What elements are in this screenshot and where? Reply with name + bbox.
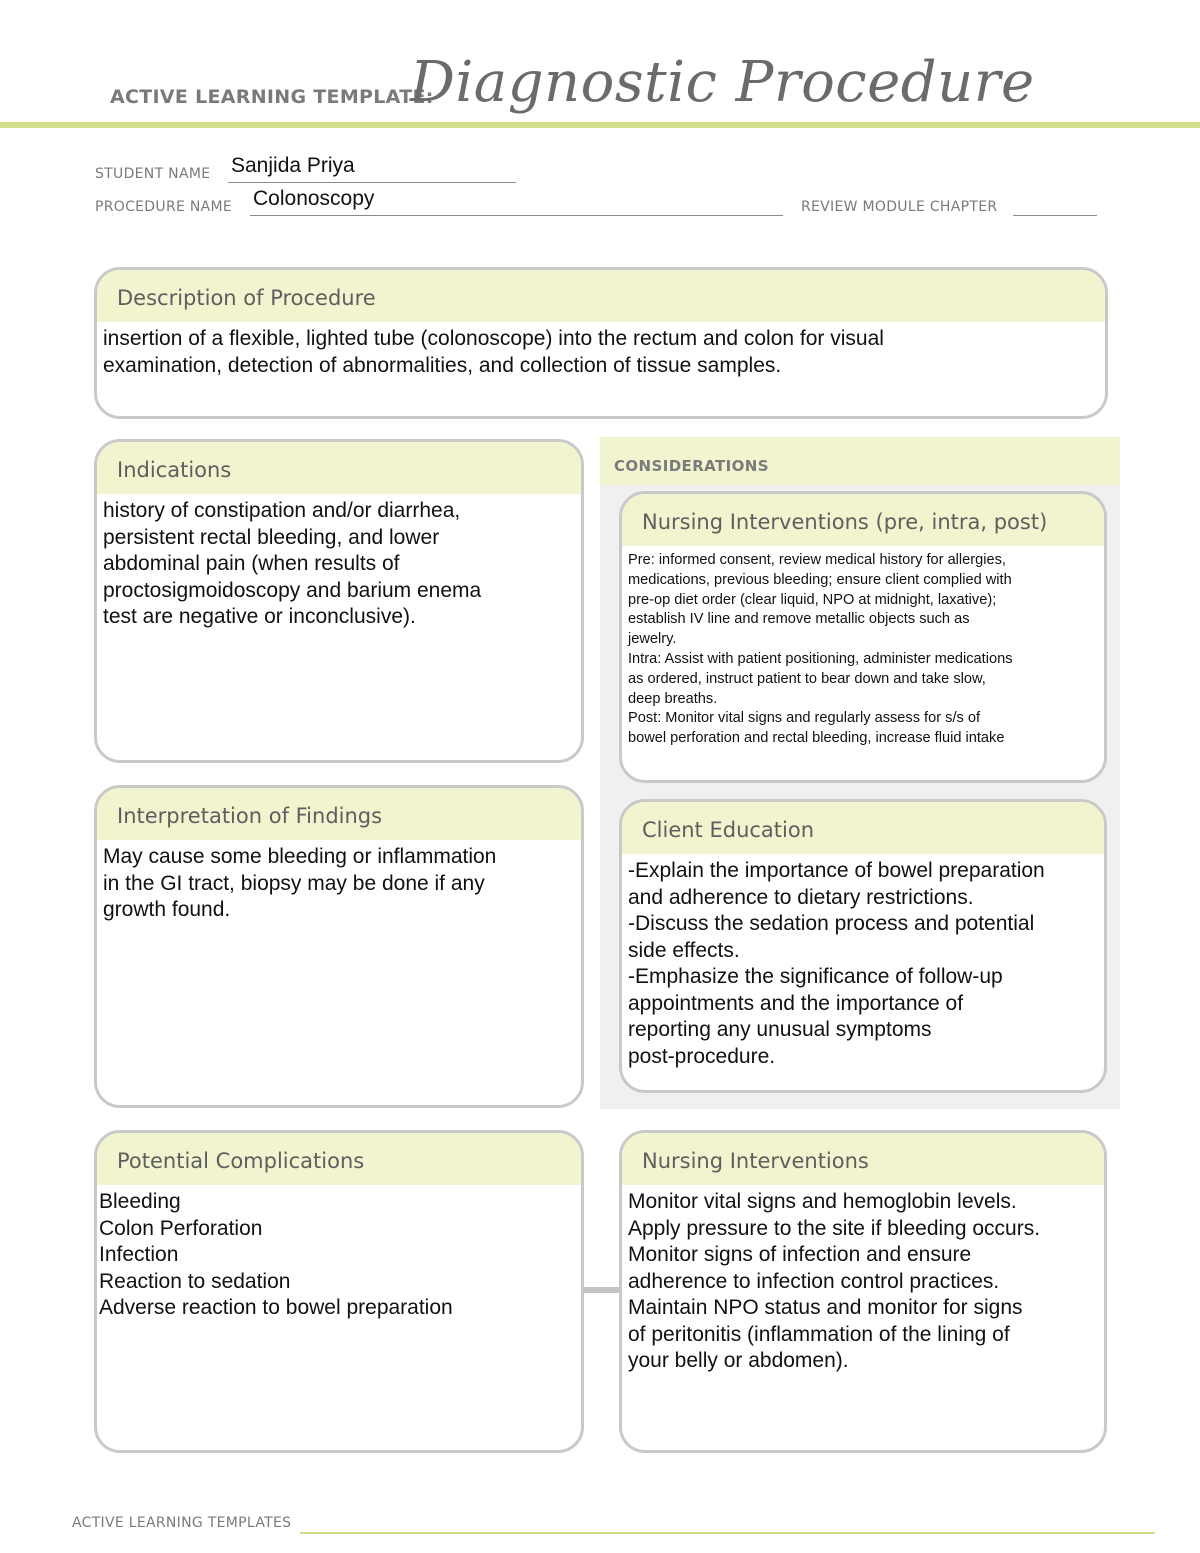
interpretation-heading: Interpretation of Findings <box>97 788 581 840</box>
interpretation-text[interactable]: May cause some bleeding or inflammation in the GI tract, biopsy may be done if any growth found. <box>103 845 497 921</box>
nursing-interventions-heading: Nursing Interventions <box>622 1133 1104 1185</box>
client-education-box <box>619 799 1107 1093</box>
nursing-interventions-box <box>619 1130 1107 1453</box>
procedure-name-label: PROCEDURE NAME <box>95 199 233 215</box>
review-module-label: REVIEW MODULE CHAPTER <box>801 199 998 215</box>
client-education-text[interactable]: -Explain the importance of bowel preparation and adherence to dietary restrictions. -Discuss the sedation process and potential side effects. -Emphasize the significance of follow-up appointments and the importance of reporting any unusual symptoms post-procedure. <box>628 859 1045 1068</box>
student-name-value: Sanjida Priya <box>231 154 355 177</box>
considerations-label: CONSIDERATIONS <box>614 457 769 475</box>
description-box <box>94 267 1108 419</box>
nursing-interventions-text[interactable]: Monitor vital signs and hemoglobin levels. Apply pressure to the site if bleeding occurs. Monitor signs of infection and ensure adherence to infection control practices. Maintain NPO status and monitor for signs of peritonitis (inflammation of the lining of your belly or abdomen). <box>628 1190 1041 1372</box>
complications-heading: Potential Complications <box>97 1133 581 1185</box>
complications-text[interactable]: Bleeding Colon Perforation Infection Reaction to sedation Adverse reaction to bowel preparation <box>99 1190 453 1319</box>
footer-label: ACTIVE LEARNING TEMPLATES <box>72 1515 292 1531</box>
procedure-name-field[interactable] <box>250 187 783 216</box>
student-name-label: STUDENT NAME <box>95 166 211 182</box>
nursing-interventions-pip-heading: Nursing Interventions (pre, intra, post) <box>622 494 1104 546</box>
description-text[interactable]: insertion of a flexible, lighted tube (colonoscope) into the rectum and colon for visual examination, detection of abnormalities, and collection of tissue samples. <box>103 327 884 377</box>
template-label: ACTIVE LEARNING TEMPLATE: <box>110 86 434 108</box>
client-education-heading: Client Education <box>622 802 1104 854</box>
nursing-interventions-pip-box <box>619 491 1107 783</box>
procedure-name-value: Colonoscopy <box>253 187 375 210</box>
page-title: Diagnostic Procedure <box>410 50 1035 115</box>
indications-text[interactable]: history of constipation and/or diarrhea, persistent rectal bleeding, and lower abdominal pain (when results of proctosigmoidoscopy and barium enema test are negative or inconclusive). <box>103 499 482 628</box>
indications-box <box>94 439 584 763</box>
header-rule <box>0 122 1200 128</box>
indications-heading: Indications <box>97 442 581 494</box>
connector-bar <box>583 1287 621 1293</box>
complications-box <box>94 1130 584 1453</box>
interpretation-box <box>94 785 584 1108</box>
nursing-interventions-pip-text[interactable]: Pre: informed consent, review medical history for allergies, medications, previous bleeding; ensure client complied with pre-op diet order (clear liquid, NPO at midnight, laxative); establish IV line and remove metallic objects such as jewelry. Intra: Assist with patient positioning, administer medications as ordered, instruct patient to bear down and take slow, deep breaths. Post: Monitor vital signs and regularly assess for s/s of bowel perforation and rectal bleeding, increase fluid intake <box>628 552 1013 747</box>
student-name-field[interactable] <box>228 154 516 183</box>
description-heading: Description of Procedure <box>97 270 1105 322</box>
review-module-field[interactable] <box>1013 193 1097 216</box>
footer-rule <box>300 1532 1155 1534</box>
